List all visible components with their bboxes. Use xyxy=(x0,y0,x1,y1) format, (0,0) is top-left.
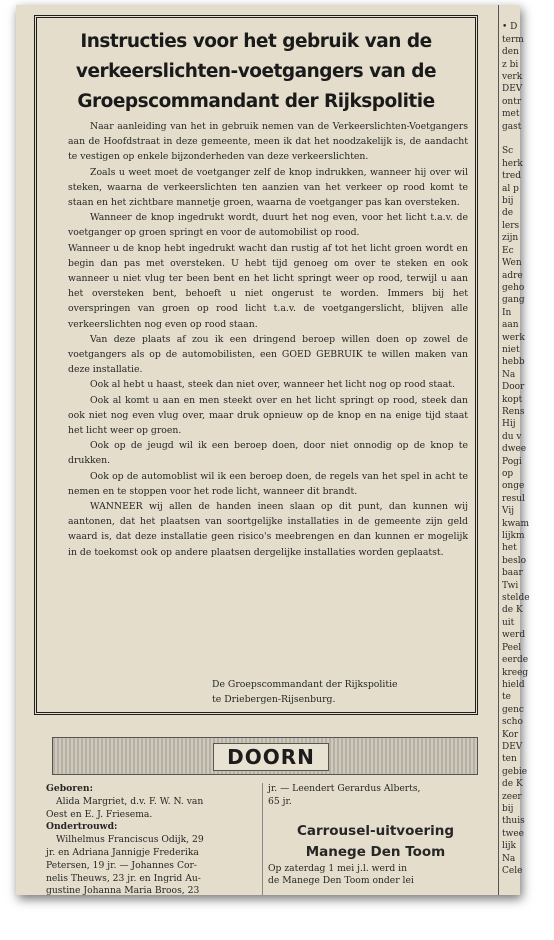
article-title: Instructies voor het gebruik van de verkeerslichten-voetgangers van de Groepscommandant der Rijkspolitie xyxy=(75,31,437,112)
column-fragment-line: gebie xyxy=(502,766,528,777)
column-fragment-line: herk xyxy=(502,158,523,169)
civil-registry-column xyxy=(46,783,256,898)
column-fragment-line: gang xyxy=(502,295,525,306)
column-fragment-line: beslo xyxy=(502,555,527,566)
column-fragment-line: kopt xyxy=(502,394,523,405)
signature-line: te Driebergen-Rijsenburg. xyxy=(212,694,336,705)
sub-article-line: de Manege Den Toom onder lei xyxy=(268,875,414,887)
column-fragment-line: genc xyxy=(502,704,524,715)
paragraph: Van deze plaats af zou ik een dringend beroep willen doen op zowel de voetgangers als op de automobilisten, een GOED GEBRUIK te willen maken van deze installatie. xyxy=(68,333,468,376)
column-fragment-line: Vij xyxy=(502,506,515,517)
column-fragment-line: stelde xyxy=(502,593,530,604)
column-fragment-line: lers xyxy=(502,220,520,231)
signature-line: De Groepscommandant der Rijkspolitie xyxy=(212,679,398,690)
column-fragment-line: geho xyxy=(502,282,525,293)
column-separator xyxy=(262,783,263,895)
column-fragment-line: de K xyxy=(502,779,523,790)
column-fragment-line: op xyxy=(502,469,514,479)
column-rule xyxy=(498,5,499,895)
column-fragment-line: uit xyxy=(502,617,515,628)
paragraph: WANNEER wij allen de handen ineen slaan op dit punt, dan kunnen wij aantonen, dat het plaatsen van soortgelijke installaties in de gemeente zijn geld waard is, dat deze installatie geen risico's meebrengen en dan kunnen er mogelijk in de toekomst ook op andere plaatsen dergelijke installaties worden geplaatst. xyxy=(68,501,468,558)
paragraph: Wanneer u de knop hebt ingedrukt wacht dan rustig af tot het licht groen wordt en begin dan pas met oversteken. U hebt tijd genoeg om over te steken en ook wanneer u niet vlug ter been bent en het licht springt weer op rood, terwijl u aan het oversteken bent, behoeft u niet ongerust te worden. Immers bij het overspringen van groen op rood licht t.a.v. de voetgangerslicht, blijven alle verkeerslichten nog even op rood staan. xyxy=(68,242,468,330)
column-fragment-line: DEV xyxy=(502,741,523,752)
column-fragment-line: DEV xyxy=(502,84,523,95)
column-fragment-line: lijk xyxy=(502,841,517,852)
column-fragment-line: aan xyxy=(502,320,519,331)
registry-continuation: 65 jr. xyxy=(268,795,292,807)
column-fragment-line: Na xyxy=(502,369,516,380)
born-heading: Geboren: xyxy=(46,783,94,794)
paragraph: Naar aanleiding van het in gebruik nemen van de Verkeerslichten-Voetgangers aan de Hoofdstraat in deze gemeente, meen ik dat het noodzakelijk is, de aandacht te vestigen op enkele bijzonderheden van deze verkeerslichten. xyxy=(68,121,468,163)
middle-column xyxy=(268,783,483,888)
column-fragment-line: scho xyxy=(502,717,523,728)
column-fragment-line: thuis xyxy=(502,816,525,827)
column-fragment-line: Door xyxy=(502,382,525,393)
paragraph: Ook op de automoblist wil ik een beroep doen, de regels van het spel in acht te nemen en te stoppen voor het rode licht, wanneer dit brandt. xyxy=(68,470,468,497)
column-fragment-line: baar xyxy=(502,568,523,579)
born-line: Alida Margriet, d.v. F. W. N. van xyxy=(56,795,204,807)
column-fragment-line: Ec xyxy=(502,245,514,256)
column-fragment-line: Kor xyxy=(502,729,519,740)
column-fragment-line: niet xyxy=(502,344,520,355)
column-fragment-line: ten xyxy=(502,754,517,765)
article-body xyxy=(68,119,468,560)
column-fragment-line: resul xyxy=(502,493,525,504)
column-fragment-line: zijn xyxy=(502,233,519,244)
column-fragment-line: onge xyxy=(502,481,525,492)
column-fragment-line: bij xyxy=(502,196,514,207)
engaged-line: jr. en Adriana Jannigje Frederika xyxy=(46,846,199,858)
column-fragment-line: twee xyxy=(502,828,524,839)
paragraph: Ook al hebt u haast, steek dan niet over, wanneer het licht nog op rood staat. xyxy=(90,379,455,391)
engaged-line: nelis Theuws, 23 jr. en Ingrid Au- xyxy=(46,872,201,884)
column-fragment-line: Hij xyxy=(502,419,516,430)
column-fragment-line: Pogi xyxy=(502,456,522,467)
column-fragment-line: het xyxy=(502,543,517,554)
column-fragment-line: Twi xyxy=(502,580,519,591)
column-fragment-line: dwee xyxy=(502,444,527,455)
paragraph: Ook al komt u aan en men steekt over en het licht springt op rood, steek dan ook niet nog even vlug over, maar druk opnieuw op de knop en na enige tijd staat het licht weer op groen. xyxy=(68,394,468,437)
column-fragment-line: te xyxy=(502,692,511,703)
column-fragment-line: z bi xyxy=(502,59,519,70)
column-fragment-line: werd xyxy=(502,630,526,641)
column-fragment-line: Peel xyxy=(502,642,522,653)
paragraph: Ook op de jeugd wil ik een beroep doen, door niet onnodig op de knop te drukken. xyxy=(68,440,468,467)
column-fragment-line: lijkm xyxy=(502,531,525,542)
column-fragment-line: eerde xyxy=(502,655,529,666)
born-line: Oest en E. J. Friesema. xyxy=(46,808,153,820)
right-column-fragments xyxy=(502,9,542,889)
column-fragment-line: gast xyxy=(502,121,522,132)
column-fragment-line: Wen xyxy=(502,258,522,269)
column-fragment-line: kreeg xyxy=(502,667,529,678)
column-fragment-line: In xyxy=(502,307,512,318)
column-fragment-line: werk xyxy=(502,332,525,343)
column-fragment-line: Na xyxy=(502,853,516,864)
column-fragment-line: hebb xyxy=(502,357,525,368)
column-fragment-line: • D xyxy=(502,22,518,33)
column-fragment-line: Cele xyxy=(502,866,523,876)
column-fragment-line: ontr xyxy=(502,96,522,107)
column-fragment-line: hield xyxy=(502,679,525,690)
column-fragment-line: du v xyxy=(502,431,522,442)
engaged-heading: Ondertrouwd: xyxy=(46,821,118,833)
paragraph: Zoals u weet moet de voetganger zelf de knop indrukken, wanneer hij over wil steken, waarna de verkeerslichten ten aanzien van het verkeer op rood komt te staan en het zichtbare mannetje groen, waarna de voetganger pas kan oversteken. xyxy=(68,166,468,209)
column-fragment-line: term xyxy=(502,34,524,45)
column-fragment-line: kwam xyxy=(502,518,530,529)
sub-article-line: Op zaterdag 1 mei j.l. werd in xyxy=(268,862,408,874)
column-fragment-line: den xyxy=(502,47,519,58)
engaged-line: gustine Johanna Maria Broos, 23 xyxy=(46,885,200,897)
column-fragment-line: de K xyxy=(502,605,523,616)
column-fragment-line: Sc xyxy=(502,146,514,157)
column-fragment-line: zeer xyxy=(502,791,522,802)
column-fragment-line: Rens xyxy=(502,406,525,417)
signature xyxy=(212,677,472,707)
column-fragment-line xyxy=(502,133,542,145)
column-fragment-line: bij xyxy=(502,803,514,814)
sub-headline xyxy=(268,821,483,863)
newspaper-clipping xyxy=(16,5,530,897)
engaged-line: Petersen, 19 jr. — Johannes Cor- xyxy=(46,859,197,871)
paragraph: Wanneer de knop ingedrukt wordt, duurt het nog even, voor het licht t.a.v. de voetganger op groen springt en voor de automobilist op rood. xyxy=(68,212,468,239)
section-banner xyxy=(52,737,478,775)
engaged-line: Wilhelmus Franciscus Odijk, 29 xyxy=(56,834,204,846)
column-fragment-line: tred xyxy=(502,171,522,182)
column-fragment-line: met xyxy=(502,109,520,120)
column-fragment-line: verk xyxy=(502,72,523,83)
section-banner-title: DOORN xyxy=(213,743,329,771)
sub-headline-line: Carrousel-uitvoering xyxy=(296,822,455,839)
sub-headline-line: Manege Den Toom xyxy=(305,843,446,860)
column-fragment-line: de xyxy=(502,208,514,219)
registry-continuation: jr. — Leendert Gerardus Alberts, xyxy=(268,783,421,794)
column-fragment-line: adre xyxy=(502,270,523,281)
column-fragment-line xyxy=(502,9,542,21)
column-fragment-line: al p xyxy=(502,183,519,194)
